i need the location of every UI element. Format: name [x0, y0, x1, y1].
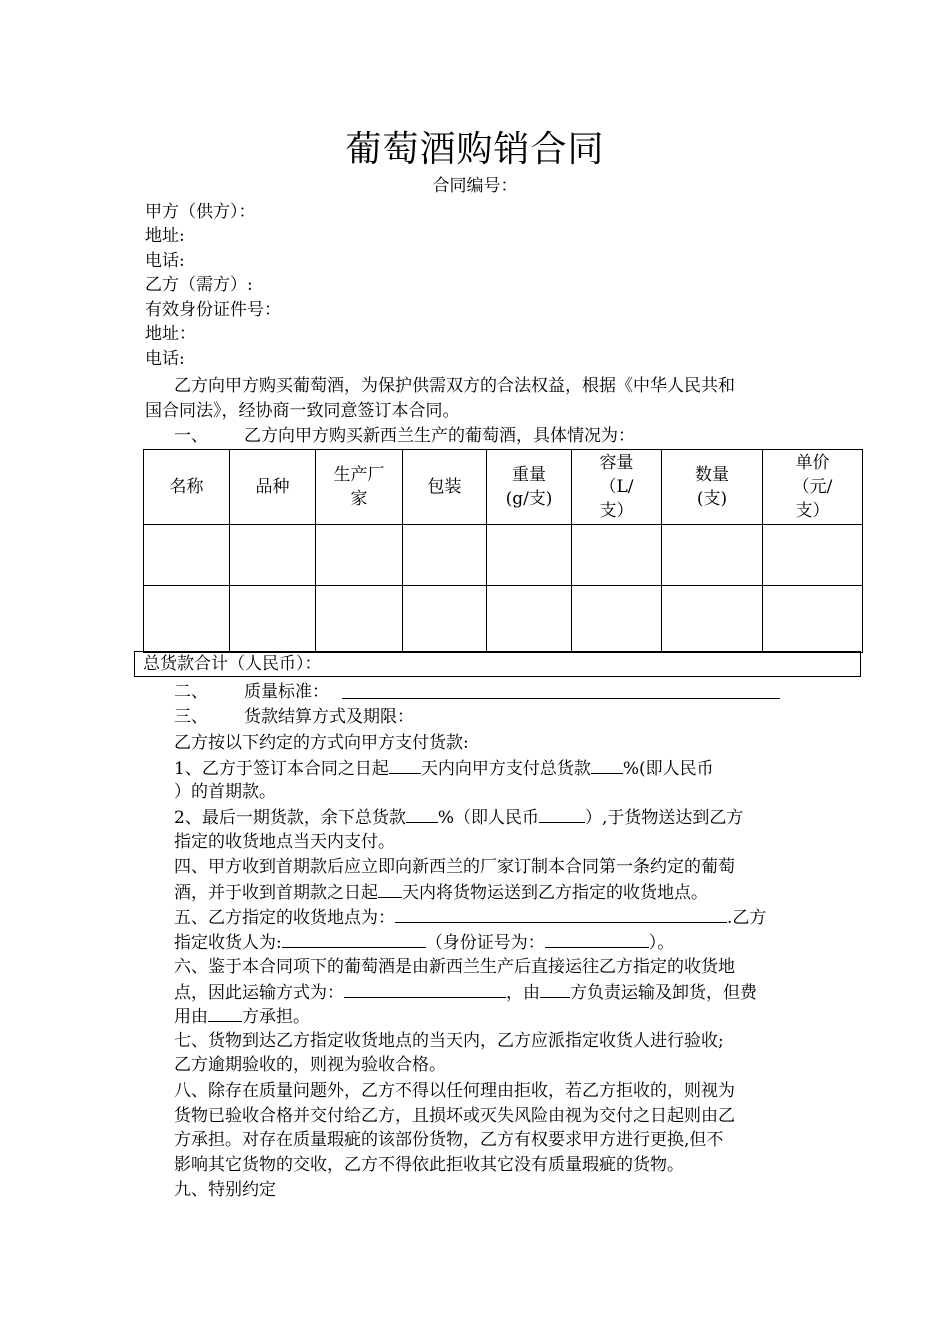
- goods-table: [143, 449, 863, 653]
- clause-3-text: 货款结算方式及期限：: [244, 707, 414, 727]
- header-packaging: 包装: [403, 450, 487, 525]
- party-b-phone: 电话:: [145, 349, 185, 369]
- table-header-row: [144, 450, 863, 525]
- party-a-address: 地址:: [145, 226, 185, 246]
- total-amount-row: 总货款合计（人民币）：: [134, 651, 861, 677]
- clause-8-line-1: 八、除存在质量问题外，乙方不得以任何理由拒收，若乙方拒收的，则视为: [174, 1081, 735, 1101]
- percent-blank: [406, 805, 438, 823]
- clause-4-line-1: 四、甲方收到首期款后应立即向新西兰的厂家订制本合同第一条约定的葡萄: [174, 857, 735, 877]
- quality-standard-blank: [342, 697, 780, 699]
- payment-1-line-2: ）的首期款。: [174, 782, 276, 802]
- clause-3-number: 三、: [174, 707, 208, 727]
- header-variety: 品种: [230, 450, 316, 525]
- party-b-id-number: 有效身份证件号：: [145, 300, 281, 320]
- document-title: 葡萄酒购销合同: [345, 129, 605, 170]
- amount-blank: [539, 805, 585, 823]
- header-capacity: 容量 （L/ 支）: [572, 450, 662, 525]
- payment-2-line-1: 2、最后一期货款，余下总货款 %（即人民币 ）,于货物送达到乙方: [174, 805, 743, 830]
- clause-4-line-2: 酒，并于收到首期款之日起 天内将货物运送到乙方指定的收货地点。: [174, 880, 708, 905]
- intro-line-1: 乙方向甲方购买葡萄酒，为保护供需双方的合法权益，根据《中华人民共和: [174, 376, 735, 396]
- header-weight: 重量 (g/支): [487, 450, 572, 525]
- clause-6-line-3: 用由 方承担。: [174, 1004, 310, 1029]
- header-quantity: 数量 (支): [662, 450, 763, 525]
- party-a-phone: 电话:: [145, 251, 185, 271]
- clause-8-line-3: 方承担。对存在质量瑕疵的该部份货物，乙方有权要求甲方进行更换,但不: [174, 1130, 724, 1150]
- clause-1-text: 乙方向甲方购买新西兰生产的葡萄酒，具体情况为：: [244, 426, 635, 446]
- table-row: [144, 525, 863, 586]
- percent-blank: [591, 756, 623, 774]
- party-b-address: 地址：: [145, 324, 196, 344]
- table-row: [144, 586, 863, 653]
- clause-5-line-2: 指定收货人为: （身份证号为： ）。: [174, 930, 674, 955]
- transport-method-blank: [344, 980, 506, 998]
- clause-7-line-2: 乙方逾期验收的，则视为验收合格。: [174, 1055, 446, 1075]
- payment-1-line-1: 1、乙方于签订本合同之日起 天内向甲方支付总货款 %(即人民币: [174, 756, 714, 781]
- clause-8-line-2: 货物已验收合格并交付给乙方，且损坏或灭失风险由视为交付之日起则由乙: [174, 1106, 735, 1126]
- payment-2-line-2: 指定的收货地点当天内支付。: [174, 832, 395, 852]
- header-name: 名称: [144, 450, 230, 525]
- receiver-blank: [282, 930, 426, 948]
- clause-2-number: 二、: [174, 682, 208, 702]
- contract-number-label: 合同编号：: [432, 176, 518, 196]
- clause-2-text: 质量标准：: [244, 682, 329, 702]
- clause-9-heading: 九、特别约定: [174, 1180, 276, 1200]
- party-blank: [208, 1004, 242, 1022]
- clause-1-number: 一、: [174, 426, 208, 446]
- clause-6-line-1: 六、鉴于本合同项下的葡萄酒是由新西兰生产后直接运往乙方指定的收货地: [174, 957, 735, 977]
- clause-5-line-1: 五、乙方指定的收货地点为： .乙方: [174, 905, 766, 930]
- party-blank: [540, 980, 570, 998]
- header-unit-price: 单价 （元/ 支）: [763, 450, 863, 525]
- intro-line-2: 国合同法》，经协商一致同意签订本合同。: [145, 401, 460, 421]
- clause-8-line-4: 影响其它货物的交收，乙方不得依此拒收其它没有质量瑕疵的货物。: [174, 1155, 684, 1175]
- receiver-id-blank: [545, 930, 649, 948]
- header-manufacturer: 生产厂 家: [316, 450, 403, 525]
- party-b-label: 乙方（需方）:: [145, 275, 253, 295]
- clause-7-line-1: 七、货物到达乙方指定收货地点的当天内，乙方应派指定收货人进行验收;: [174, 1031, 724, 1051]
- clause-6-line-2: 点，因此运输方式为： ，由 方负责运输及卸货，但费: [174, 980, 757, 1005]
- days-blank: [378, 880, 402, 898]
- party-a-label: 甲方（供方）：: [145, 202, 256, 222]
- days-blank: [389, 756, 421, 774]
- delivery-address-blank: [395, 905, 727, 923]
- payment-intro: 乙方按以下约定的方式向甲方支付货款:: [174, 733, 469, 753]
